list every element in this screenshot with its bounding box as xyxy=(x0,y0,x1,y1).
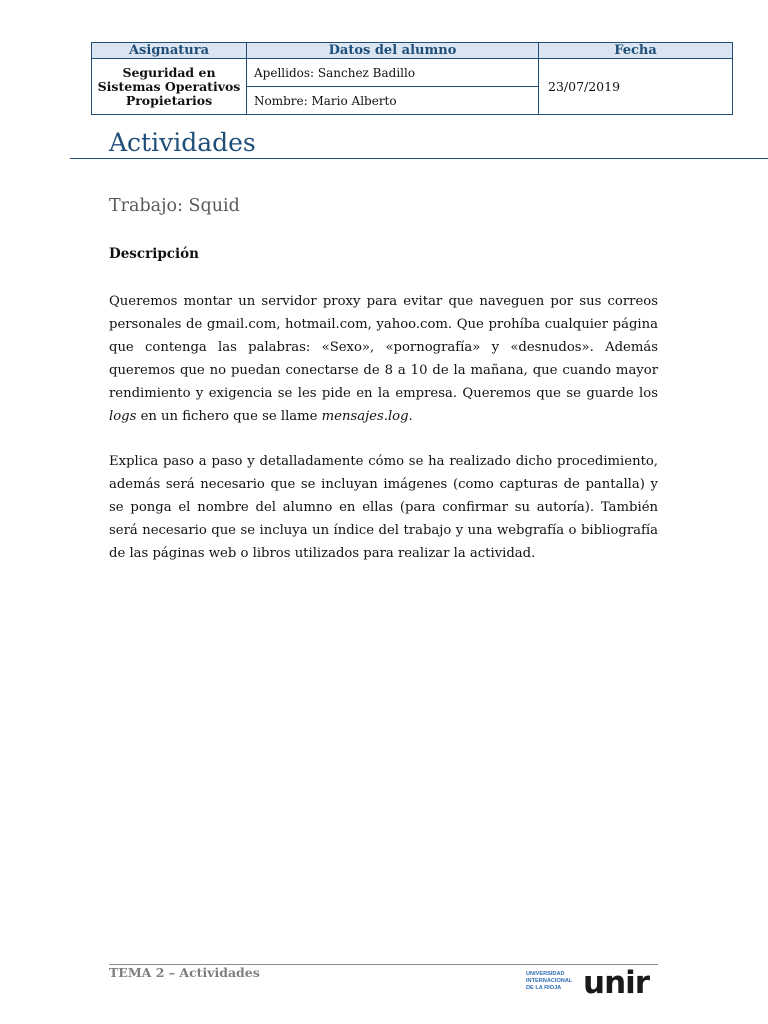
description-paragraph-1 xyxy=(109,290,658,428)
paragraph-text: . xyxy=(408,409,413,424)
logo-text-line: UNIVERSIDAD xyxy=(526,971,565,977)
paragraph-text: Queremos montar un servidor proxy para evitar que naveguen por sus correos personales de gmail.com, hotmail.com, yahoo.com. Que prohíba cualquier página que contenga las palabras: «Sexo», «pornografía» y «desnudos». Además queremos que no puedan conectarse de 8 a 10 de la mañana, que cuando mayor rendimiento y exigencia se les pide en la empresa. Queremos que se guarde los xyxy=(109,294,658,401)
subject-line: Seguridad en xyxy=(122,64,216,80)
italic-term: mensajes.log xyxy=(321,409,409,424)
subject-cell xyxy=(92,59,247,115)
logo-text-line: INTERNACIONAL xyxy=(526,978,573,984)
logo-text-line: DE LA RIOJA xyxy=(526,985,562,991)
unir-logo xyxy=(525,966,665,998)
title-divider xyxy=(70,158,768,159)
description-paragraph-2: Explica paso a paso y detalladamente cómo se ha realizado dicho procedimiento, además será necesario que se incluyan imágenes (como capturas de pantalla) y se ponga el nombre del alumno en ellas (para confirmar su autoría). También será necesario que se incluya un índice del trabajo y una webgrafía o bibliografía de las páginas web o libros utilizados para realizar la actividad. xyxy=(109,454,658,561)
subject-line: Sistemas Operativos xyxy=(97,78,241,94)
activity-subtitle: Trabajo: Squid xyxy=(109,196,240,216)
subject-column-header: Asignatura xyxy=(92,43,247,59)
logo-wordmark: unir xyxy=(583,966,650,998)
surname-cell: Apellidos: Sanchez Badillo xyxy=(247,59,539,87)
italic-term: logs xyxy=(109,409,137,424)
student-column-header: Datos del alumno xyxy=(247,43,539,59)
subject-line: Propietarios xyxy=(125,92,213,108)
description-heading: Descripción xyxy=(109,246,199,262)
page-title: Actividades xyxy=(109,128,256,157)
student-info-table xyxy=(91,42,733,115)
date-column-header: Fecha xyxy=(539,43,733,59)
name-cell: Nombre: Mario Alberto xyxy=(247,87,539,115)
date-cell: 23/07/2019 xyxy=(539,59,733,115)
paragraph-text: en un fichero que se llame xyxy=(136,409,322,424)
footer-topic: TEMA 2 – Actividades xyxy=(109,965,260,980)
